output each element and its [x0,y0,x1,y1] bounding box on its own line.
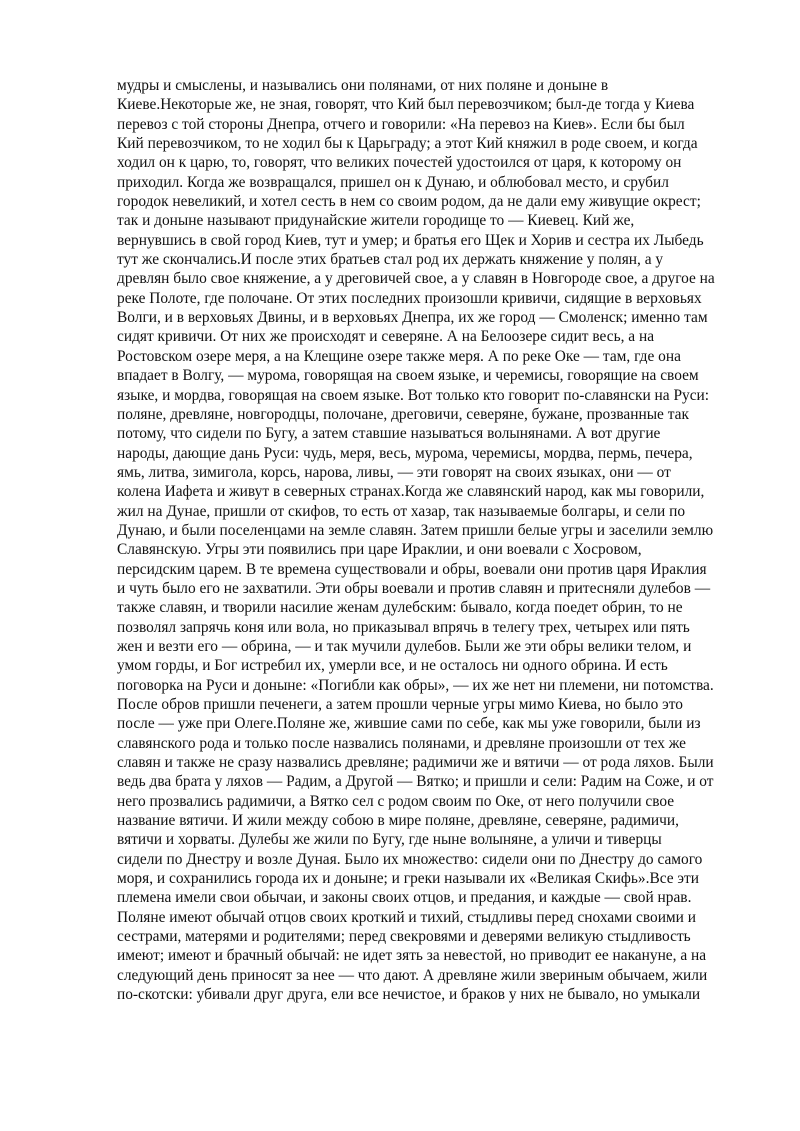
text-line: имеют; имеют и брачный обычай: не идет зять за невестой, но приводит ее накануне, а на [117,947,707,965]
text-line: колена Иафета и живут в северных странах.Когда же славянский народ, как мы говорили, [117,483,705,501]
text-line: умом горды, и Бог истребил их, умерли все, и не осталось ни одного обрина. И есть [117,657,668,675]
text-line: моря, и сохранились города их и доныне; и греки называли их «Великая Скифь».Все эти [117,870,699,888]
text-line: Ростовском озере меря, а на Клещине озере также меря. А по реке Оке — там, где она [117,347,681,365]
text-line: Волги, и в верховьях Двины, и в верховьях Днепра, их же город — Смоленск; именно там [117,309,708,327]
text-line: потому, что сидели по Бугу, а затем ставшие называться волынянами. А вот другие [117,425,661,443]
text-line: сестрами, матерями и родителями; перед свекровями и деверями великую стыдливость [117,928,691,946]
text-line: славян и также не сразу назвались древляне; радимичи же и вятичи — от рода ляхов. Были [117,754,714,772]
text-line: племена имели свои обычаи, и законы своих отцов, и предания, и каждые — свой нрав. [117,889,692,907]
text-line: древлян было свое княжение, а у дреговичей свое, а у славян в Новгороде свое, а другое на [117,270,715,288]
text-line: позволял запрячь коня или вола, но приказывал впрячь в телегу трех, четырех или пять [117,618,690,636]
text-line: поговорка на Руси и доныне: «Погибли как обры», — их же нет ни племени, ни потомства. [117,676,714,694]
text-line: персидским царем. В те времена существовали и обры, воевали они против царя Ираклия [117,560,707,578]
text-line: также славян, и творили насилие женам дулебским: бывало, когда поедет обрин, то не [117,599,683,617]
text-line: приходил. Когда же возвращался, пришел он к Дунаю, и облюбовал место, и срубил [117,173,669,191]
text-line: так и доныне называют придунайские жители городище то — Киевец. Кий же, [117,212,635,230]
text-line: следующий день приносят за нее — что дают. А древляне жили звериным обычаем, жили [117,966,708,984]
text-line: После обров пришли печенеги, а затем прошли черные угры мимо Киева, но было это [117,696,683,713]
text-line: Кий перевозчиком, то не ходил бы к Царьграду; а этот Кий княжил в роде своем, и когда [117,135,698,153]
text-line: вернувшись в свой город Киев, тут и умер; и братья его Щек и Хорив и сестра их Лыбедь [117,231,704,249]
text-line: жен и везти его — обрина, — и так мучили дулебов. Были же эти обры велики телом, и [117,637,692,655]
text-line: сидят кривичи. От них же происходят и северяне. А на Белоозере сидит весь, а на [117,328,655,346]
text-line: реке Полоте, где полочане. От этих последних произошли кривичи, сидящие в верховьях [117,289,702,307]
text-line: Поляне имеют обычай отцов своих кроткий и тихий, стыдливы перед снохами своими и [117,908,696,926]
text-line: славянского рода и только после назвались полянами, и древляне произошли от тех же [117,734,687,752]
text-line: мудры и смыслены, и назывались они полянами, от них поляне и доныне в [117,77,609,94]
text-line: по-скотски: убивали друг друга, ели все нечистое, и браков у них не бывало, но умыкали [117,986,701,1004]
text-line: городок невеликий, и хотел сесть в нем со своим родом, да не дали ему живущие окрест; [117,193,701,211]
text-line: название вятичи. И жили между собою в мире поляне, древляне, северяне, радимичи, [117,812,679,830]
text-line: Дунаю, и были поселенцами на земле славян. Затем пришли белые угры и заселили землю [117,521,714,539]
text-line: перевоз с той стороны Днепра, отчего и говорили: «На перевоз на Киев». Если бы был [117,115,685,133]
text-line: ходил он к царю, то, говорят, что великих почестей удостоился от царя, к которому он [117,154,682,172]
text-line: народы, дающие дань Руси: чудь, меря, весь, мурома, черемисы, мордва, пермь, печера, [117,444,693,462]
text-line: Киеве.Некоторые же, не зная, говорят, что Кий был перевозчиком; был-де тогда у Киева [117,96,695,114]
text-line: сидели по Днестру и возле Дуная. Было их множество: сидели они по Днестру до самого [117,850,703,868]
text-line: вятичи и хорваты. Дулебы же жили по Бугу, где ныне волыняне, а уличи и тиверцы [117,831,662,849]
text-line: языке, и мордва, говорящая на своем языке. Вот только кто говорит по-славянски на Руси: [117,386,710,404]
text-line: ямь, литва, зимигола, корсь, нарова, ливы, — эти говорят на своих языках, они — от [117,463,671,481]
document-page [117,76,742,1005]
text-line: после — уже при Олеге.Поляне же, жившие сами по себе, как мы уже говорили, были из [117,715,701,733]
text-line: поляне, древляне, новгородцы, полочане, дреговичи, северяне, бужане, прозванные так [117,405,689,423]
text-line: ведь два брата у ляхов — Радим, а Другой — Вятко; и пришли и сели: Радим на Соже, и от [117,773,714,791]
text-line: впадает в Волгу, — мурома, говорящая на своем языке, и черемисы, говорящие на своем [117,367,699,385]
text-line: тут же скончались.И после этих братьев стал род их держать княжение у полян, а у [117,251,664,269]
text-line: и чуть было его не захватили. Эти обры воевали и против славян и притесняли дулебов — [117,579,711,597]
text-line: него прозвались радимичи, а Вятко сел с родом своим по Оке, от него получили свое [117,792,675,810]
text-line: жил на Дунае, пришли от скифов, то есть от хазар, так называемые болгары, и сели по [117,502,686,520]
text-line: Славянскую. Угры эти появились при царе Ираклии, и они воевали с Хосровом, [117,541,642,559]
